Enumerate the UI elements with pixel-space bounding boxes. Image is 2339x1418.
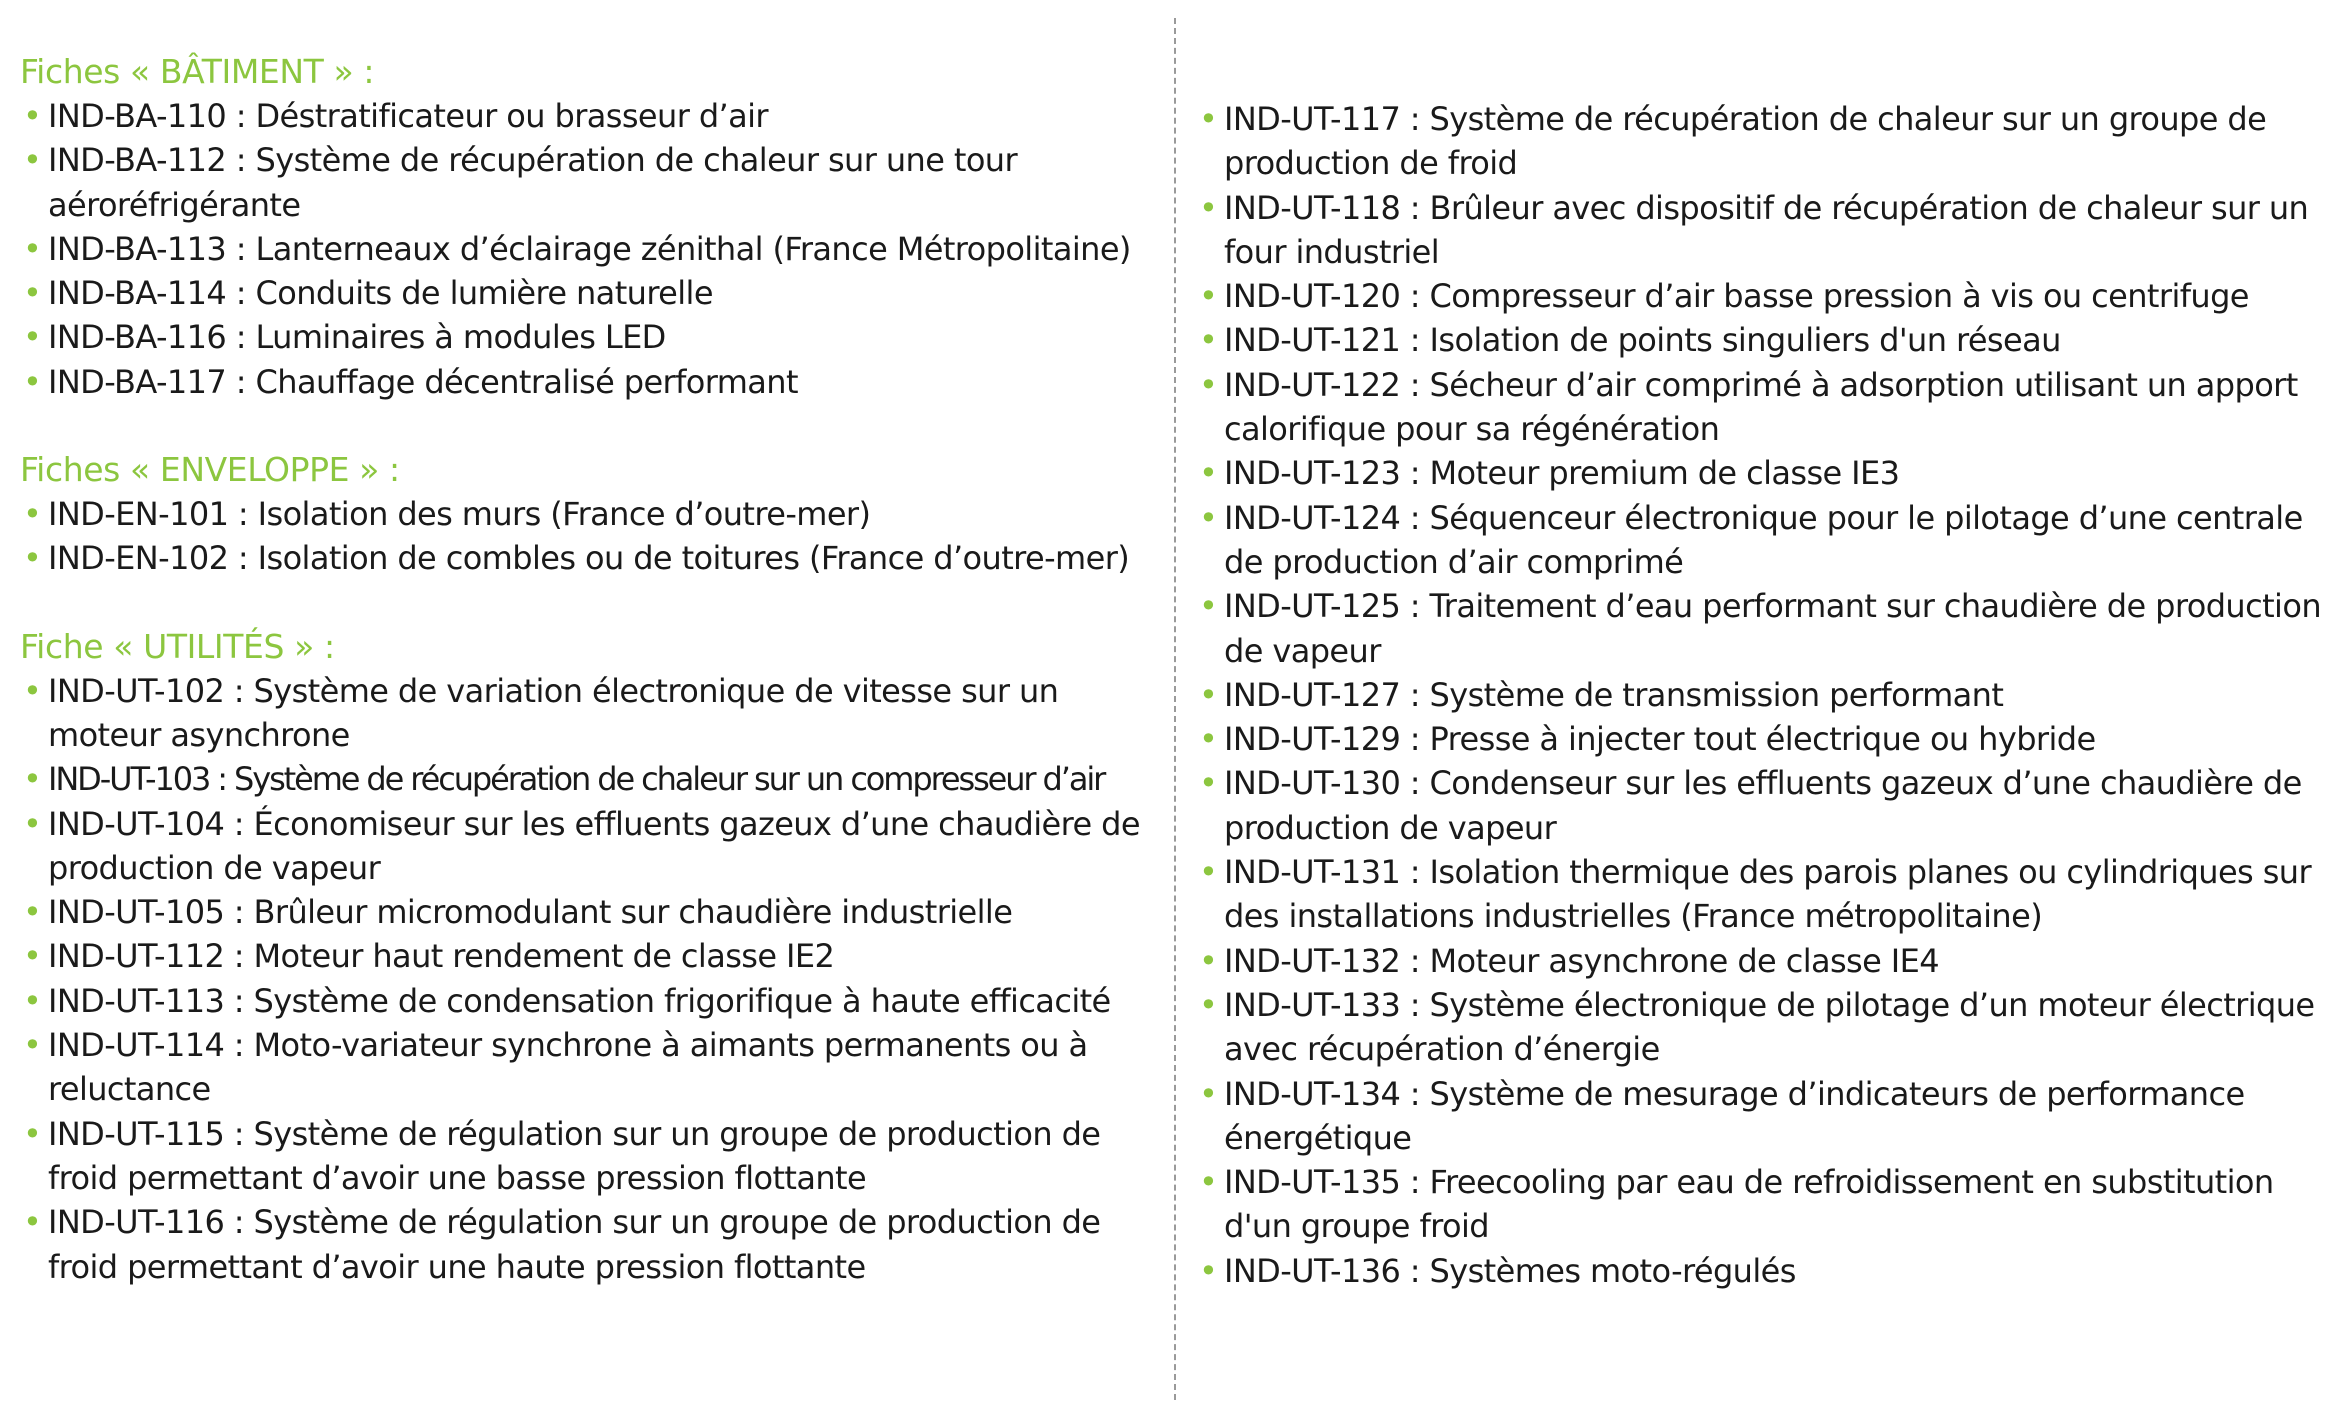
bullet-icon: •	[1199, 1251, 1218, 1290]
section-enveloppe	[20, 448, 1160, 581]
bullet-icon: •	[23, 804, 42, 843]
item-text: IND-UT-112 : Moteur haut rendement de classe IE2	[48, 937, 835, 976]
section-utilites	[20, 625, 1160, 1289]
item-text: IND-UT-131 : Isolation thermique des parois planes ou cylindriques sur des installations industrielles (France métropolitaine)	[1224, 853, 2312, 936]
list-item	[1196, 1072, 2336, 1161]
list-item	[20, 1200, 1160, 1289]
list-item	[20, 536, 1160, 580]
list-item	[1196, 97, 2336, 186]
bullet-icon: •	[1199, 321, 1218, 360]
bullet-icon: •	[1199, 277, 1218, 316]
left-column	[20, 0, 1160, 1333]
list-item	[20, 360, 1160, 404]
item-text: IND-UT-117 : Système de récupération de chaleur sur un groupe de production de froid	[1224, 100, 2267, 183]
list-item	[20, 94, 1160, 138]
section-batiment	[20, 50, 1160, 404]
list-item	[1196, 496, 2336, 585]
bullet-icon: •	[23, 1026, 42, 1065]
list-item	[20, 1112, 1160, 1201]
item-text: IND-UT-120 : Compresseur d’air basse pression à vis ou centrifuge	[1224, 277, 2249, 316]
item-text: IND-UT-118 : Brûleur avec dispositif de récupération de chaleur sur un four industriel	[1224, 188, 2309, 271]
bullet-icon: •	[23, 937, 42, 976]
item-text: IND-UT-115 : Système de régulation sur un groupe de production de froid permettant d’avoir une basse pression flottante	[48, 1114, 1101, 1197]
item-text: IND-UT-105 : Brûleur micromodulant sur chaudière industrielle	[48, 893, 1013, 932]
item-text: IND-UT-129 : Presse à injecter tout électrique ou hybride	[1224, 720, 2096, 759]
list-item	[1196, 761, 2336, 850]
item-text: IND-UT-125 : Traitement d’eau performant sur chaudière de production de vapeur	[1224, 587, 2321, 670]
list-item	[1196, 318, 2336, 362]
bullet-icon: •	[1199, 1074, 1218, 1113]
bullet-icon: •	[1199, 675, 1218, 714]
bullet-icon: •	[23, 539, 42, 578]
bullet-icon: •	[23, 141, 42, 180]
list-item	[1196, 274, 2336, 318]
list-batiment	[20, 94, 1160, 404]
bullet-icon: •	[1199, 100, 1218, 138]
list-item	[20, 757, 1160, 801]
bullet-icon: •	[23, 981, 42, 1020]
item-text: IND-UT-121 : Isolation de points singuliers d'un réseau	[1224, 321, 2061, 360]
bullet-icon: •	[1199, 454, 1218, 493]
bullet-icon: •	[23, 362, 42, 401]
list-item	[20, 979, 1160, 1023]
bullet-icon: •	[1199, 365, 1218, 404]
bullet-icon: •	[23, 1114, 42, 1153]
bullet-icon: •	[1199, 985, 1218, 1024]
bullet-icon: •	[23, 495, 42, 534]
list-utilites	[20, 669, 1160, 1289]
item-text: IND-UT-124 : Séquenceur électronique pour le pilotage d’une centrale de production d’air comprimé	[1224, 498, 2303, 581]
list-item	[1196, 363, 2336, 452]
list-item	[1196, 186, 2336, 275]
list-item	[1196, 1160, 2336, 1249]
list-item	[1196, 850, 2336, 939]
item-text: IND-UT-116 : Système de régulation sur un groupe de production de froid permettant d’avoir une haute pression flottante	[48, 1203, 1101, 1286]
bullet-icon: •	[1199, 941, 1218, 980]
list-item	[20, 934, 1160, 978]
list-item	[20, 802, 1160, 891]
bullet-icon: •	[1199, 587, 1218, 626]
list-item	[20, 138, 1160, 227]
item-text: IND-EN-102 : Isolation de combles ou de toitures (France d’outre-mer)	[48, 539, 1130, 578]
item-text: IND-UT-132 : Moteur asynchrone de classe IE4	[1224, 941, 1940, 980]
list-utilites-continued	[1196, 97, 2336, 1293]
list-item	[20, 669, 1160, 758]
list-item	[1196, 939, 2336, 983]
item-text: IND-BA-110 : Déstratificateur ou brasseur d’air	[48, 97, 768, 135]
list-item	[20, 492, 1160, 536]
item-text: IND-UT-135 : Freecooling par eau de refroidissement en substitution d'un groupe froid	[1224, 1163, 2274, 1246]
item-text: IND-EN-101 : Isolation des murs (France d’outre-mer)	[48, 495, 871, 534]
bullet-icon: •	[23, 274, 42, 313]
item-text: IND-UT-134 : Système de mesurage d’indicateurs de performance énergétique	[1224, 1074, 2245, 1157]
list-item	[20, 271, 1160, 315]
item-text: IND-UT-133 : Système électronique de pilotage d’un moteur électrique avec récupération d’énergie	[1224, 985, 2315, 1069]
item-text: IND-UT-113 : Système de condensation frigorifique à haute efficacité	[48, 981, 1111, 1020]
list-item	[1196, 673, 2336, 717]
item-text: IND-UT-122 : Sécheur d’air comprimé à adsorption utilisant un apport calorifique pour sa régénération	[1224, 365, 2298, 449]
bullet-icon: •	[23, 229, 42, 268]
section-heading-batiment: Fiches « BÂTIMENT » :	[20, 52, 375, 91]
item-text: IND-BA-116 : Luminaires à modules LED	[48, 318, 666, 357]
bullet-icon: •	[1199, 188, 1218, 227]
bullet-icon: •	[23, 1203, 42, 1242]
item-text: IND-UT-123 : Moteur premium de classe IE3	[1224, 454, 1900, 493]
bullet-icon: •	[1199, 1163, 1218, 1202]
item-text: IND-BA-113 : Lanterneaux d’éclairage zénithal (France Métropolitaine)	[48, 229, 1131, 268]
column-divider	[1174, 18, 1176, 1400]
item-text: IND-UT-102 : Système de variation électronique de vitesse sur un moteur asynchrone	[48, 671, 1059, 754]
list-item	[1196, 1249, 2336, 1293]
list-item	[1196, 451, 2336, 495]
item-text: IND-BA-112 : Système de récupération de chaleur sur une tour aéroréfrigérante	[48, 141, 1018, 224]
list-item	[20, 227, 1160, 271]
right-column	[1196, 0, 2336, 1293]
list-item	[20, 1023, 1160, 1112]
list-item	[1196, 983, 2336, 1072]
section-heading-utilites: Fiche « UTILITÉS » :	[20, 626, 335, 666]
bullet-icon: •	[1199, 764, 1218, 803]
section-heading-enveloppe: Fiches « ENVELOPPE » :	[20, 450, 400, 490]
list-item	[20, 890, 1160, 934]
item-text: IND-BA-117 : Chauffage décentralisé performant	[48, 362, 798, 401]
list-enveloppe	[20, 492, 1160, 581]
item-text: IND-UT-127 : Système de transmission performant	[1224, 675, 2004, 714]
item-text: IND-UT-130 : Condenseur sur les effluents gazeux d’une chaudière de production de vapeur	[1224, 764, 2302, 847]
item-text: IND-BA-114 : Conduits de lumière naturelle	[48, 274, 713, 313]
list-item	[1196, 584, 2336, 673]
bullet-icon: •	[1199, 720, 1218, 759]
bullet-icon: •	[23, 671, 42, 710]
bullet-icon: •	[23, 893, 42, 932]
item-text: IND-UT-114 : Moto-variateur synchrone à aimants permanents ou à reluctance	[48, 1026, 1088, 1109]
list-item	[20, 315, 1160, 359]
item-text: IND-UT-104 : Économiseur sur les effluents gazeux d’une chaudière de production de vapeur	[48, 804, 1140, 887]
bullet-icon: •	[1199, 498, 1218, 537]
bullet-icon: •	[23, 97, 42, 135]
item-text: IND-UT-136 : Systèmes moto-régulés	[1224, 1251, 1796, 1290]
bullet-icon: •	[23, 318, 42, 357]
bullet-icon: •	[1199, 853, 1218, 892]
list-item	[1196, 717, 2336, 761]
bullet-icon: •	[23, 760, 40, 799]
item-text: IND-UT-103 : Système de récupération de chaleur sur un compresseur d’air	[48, 760, 1105, 799]
